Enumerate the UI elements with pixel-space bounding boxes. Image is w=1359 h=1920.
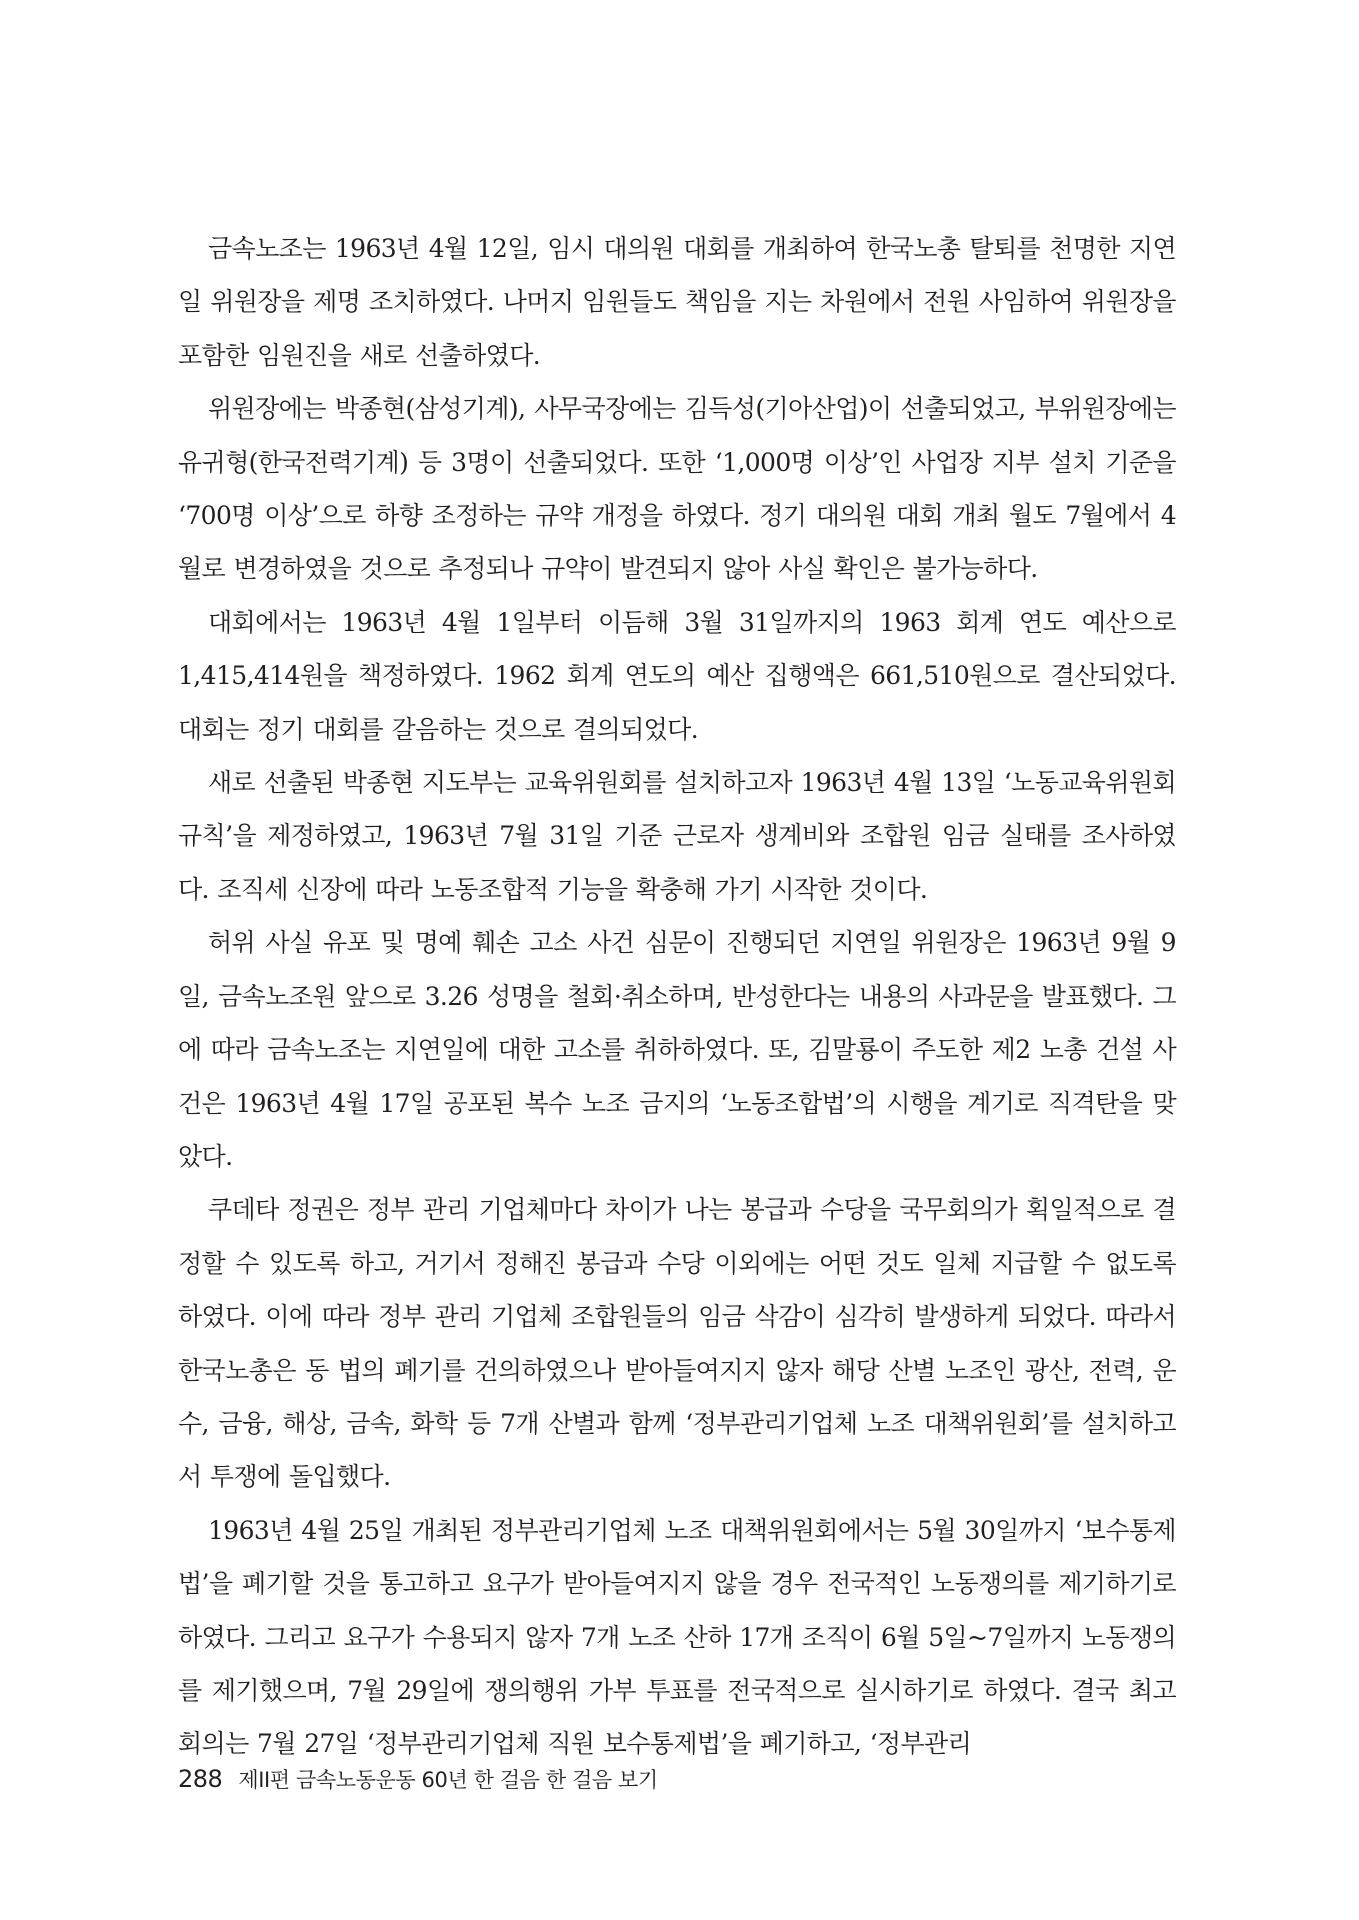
paragraph-4: 새로 선출된 박종현 지도부는 교육위원회를 설치하고자 1963년 4월 13일 ‘노동교육위원회규칙’을 제정하였고, 1963년 7월 31일 기준 근로자 생계비와 조합원 임금 실태를 조사하였다. 조직세 신장에 따라 노동조합적 기능을 확충해 가기 시작한 것이다. — [178, 768, 1176, 904]
body-text — [178, 222, 1176, 1771]
page-number: 288 — [178, 1765, 223, 1793]
paragraph-1: 금속노조는 1963년 4월 12일, 임시 대의원 대회를 개최하여 한국노총 탈퇴를 천명한 지연일 위원장을 제명 조치하였다. 나머지 임원들도 책임을 지는 차원에서 전원 사임하여 위원장을 포함한 임원진을 새로 선출하였다. — [178, 234, 1176, 370]
paragraph-2: 위원장에는 박종현(삼성기계), 사무국장에는 김득성(기아산업)이 선출되었고, 부위원장에는 유귀형(한국전력기계) 등 3명이 선출되었다. 또한 ‘1,000명 이상’인 사업장 지부 설치 기준을 ‘700명 이상’으로 하향 조정하는 규약 개정을 하였다. 정기 대의원 대회 개최 월도 7월에서 4월로 변경하였을 것으로 추정되나 규약이 발견되지 않아 사실 확인은 불가능하다. — [178, 394, 1176, 584]
paragraph-6: 쿠데타 정권은 정부 관리 기업체마다 차이가 나는 봉급과 수당을 국무회의가 획일적으로 결정할 수 있도록 하고, 거기서 정해진 봉급과 수당 이외에는 어떤 것도 일체 지급할 수 없도록 하였다. 이에 따라 정부 관리 기업체 조합원들의 임금 삭감이 심각히 발생하게 되었다. 따라서 한국노총은 동 법의 폐기를 건의하였으나 받아들여지지 않자 해당 산별 노조인 광산, 전력, 운수, 금융, 해상, 금속, 화학 등 7개 산별과 함께 ‘정부관리기업체 노조 대책위원회’를 설치하고서 투쟁에 돌입했다. — [178, 1195, 1176, 1492]
running-title: 제II편 금속노동운동 60년 한 걸음 한 걸음 보기 — [238, 1768, 658, 1792]
page-footer — [178, 1764, 658, 1794]
paragraph-5: 허위 사실 유포 및 명예 훼손 고소 사건 심문이 진행되던 지연일 위원장은 1963년 9월 9일, 금속노조원 앞으로 3.26 성명을 철회·취소하며, 반성한다는 내용의 사과문을 발표했다. 그에 따라 금속노조는 지연일에 대한 고소를 취하하였다. 또, 김말룡이 주도한 제2 노총 건설 사건은 1963년 4월 17일 공포된 복수 노조 금지의 ‘노동조합법’의 시행을 계기로 직격탄을 맞았다. — [178, 928, 1176, 1171]
paragraph-3: 대회에서는 1963년 4월 1일부터 이듬해 3월 31일까지의 1963 회계 연도 예산으로 1,415,414원을 책정하였다. 1962 회계 연도의 예산 집행액은 661,510원으로 결산되었다. 대회는 정기 대회를 갈음하는 것으로 결의되었다. — [178, 607, 1176, 744]
paragraph-7: 1963년 4월 25일 개최된 정부관리기업체 노조 대책위원회에서는 5월 30일까지 ‘보수통제법’을 폐기할 것을 통고하고 요구가 받아들여지지 않을 경우 전국적인 노동쟁의를 제기하기로 하였다. 그리고 요구가 수용되지 않자 7개 노조 산하 17개 조직이 6월 5일~7일까지 노동쟁의를 제기했으며, 7월 29일에 쟁의행위 가부 투표를 전국적으로 실시하기로 하였다. 결국 최고회의는 7월 27일 ‘정부관리기업체 직원 보수통제법’을 폐기하고, ‘정부관리 — [178, 1515, 1176, 1759]
